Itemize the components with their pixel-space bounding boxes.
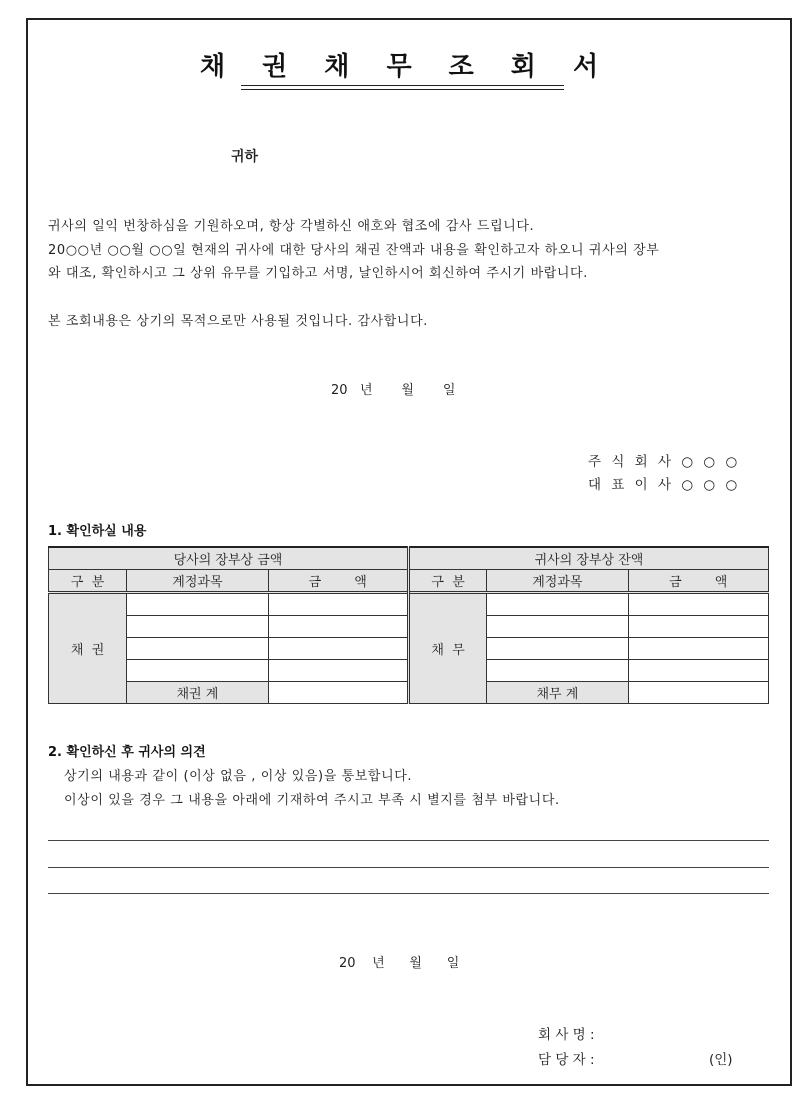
seal-mark: (인): [709, 1052, 733, 1068]
section-2-heading: 2. 확인하신 후 귀사의 의견: [48, 745, 206, 760]
opinion-line-2: 이상이 있을 경우 그 내용을 아래에 기재하여 주시고 부족 시 별지를 첨부 바랍니다.: [64, 793, 560, 808]
opinion-line-1: 상기의 내용과 같이 (이상 없음 , 이상 있음)을 통보합니다.: [64, 769, 413, 784]
comment-line[interactable]: [48, 893, 769, 894]
account-cell[interactable]: [127, 638, 268, 660]
purpose-paragraph: 본 조회내용은 상기의 목적으로만 사용될 것입니다. 감사합니다.: [48, 314, 428, 329]
request-paragraph-line-2: 와 대조, 확인하시고 그 상위 유무를 기입하고 서명, 날인하시어 회신하여 주시기 바랍니다.: [48, 266, 588, 281]
company-name-label: 회 사 명 :: [538, 1027, 595, 1043]
greeting-paragraph: 귀사의 일익 번창하심을 기원하오며, 항상 각별하신 애호와 협조에 감사 드립니다.: [48, 219, 535, 234]
amount-cell[interactable]: [268, 616, 408, 638]
amount-cell[interactable]: [628, 616, 768, 638]
receivables-total-label: 채권 계: [127, 682, 268, 704]
section-1-heading: 1. 확인하실 내용: [48, 524, 147, 539]
amount-cell[interactable]: [268, 660, 408, 682]
request-paragraph-line-1: 20○○년 ○○월 ○○일 현재의 귀사에 대한 당사의 채권 잔액과 내용을 확인하고자 하오니 귀사의 장부: [48, 243, 660, 258]
receivables-total-cell[interactable]: [268, 682, 408, 704]
payables-label: 채 무: [408, 593, 486, 704]
account-header: 계정과목: [127, 570, 268, 593]
amount-cell[interactable]: [628, 638, 768, 660]
person-in-charge-label: 담 당 자 :: [538, 1052, 595, 1068]
account-cell[interactable]: [487, 638, 628, 660]
account-cell[interactable]: [487, 660, 628, 682]
amount-cell[interactable]: [628, 660, 768, 682]
account-cell[interactable]: [487, 593, 628, 616]
amount-header: 금 액: [268, 570, 408, 593]
account-header: 계정과목: [487, 570, 628, 593]
account-cell[interactable]: [127, 660, 268, 682]
category-header: 구 분: [49, 570, 127, 593]
category-header: 구 분: [408, 570, 486, 593]
addressee: 귀하: [231, 149, 259, 165]
title-underline: [241, 89, 564, 90]
amount-cell[interactable]: [268, 638, 408, 660]
our-books-header: 당사의 장부상 금액: [49, 547, 409, 570]
amount-cell[interactable]: [268, 593, 408, 616]
receivables-label: 채 권: [49, 593, 127, 704]
account-cell[interactable]: [487, 616, 628, 638]
account-cell[interactable]: [127, 593, 268, 616]
document-title: 채 권 채 무 조 회 서: [199, 52, 613, 82]
comment-line[interactable]: [48, 867, 769, 868]
issue-date: 20 년 월 일: [331, 383, 456, 398]
account-cell[interactable]: [127, 616, 268, 638]
payables-total-label: 채무 계: [487, 682, 628, 704]
title-underline: [241, 85, 564, 86]
reply-date: 20 년 월 일: [339, 956, 460, 971]
balance-table: [48, 546, 769, 704]
payables-total-cell[interactable]: [628, 682, 768, 704]
comment-line[interactable]: [48, 840, 769, 841]
company-line: 주 식 회 사 ○ ○ ○: [588, 454, 741, 470]
amount-cell[interactable]: [628, 593, 768, 616]
ceo-line: 대 표 이 사 ○ ○ ○: [588, 477, 741, 493]
your-books-header: 귀사의 장부상 잔액: [408, 547, 768, 570]
amount-header: 금 액: [628, 570, 768, 593]
